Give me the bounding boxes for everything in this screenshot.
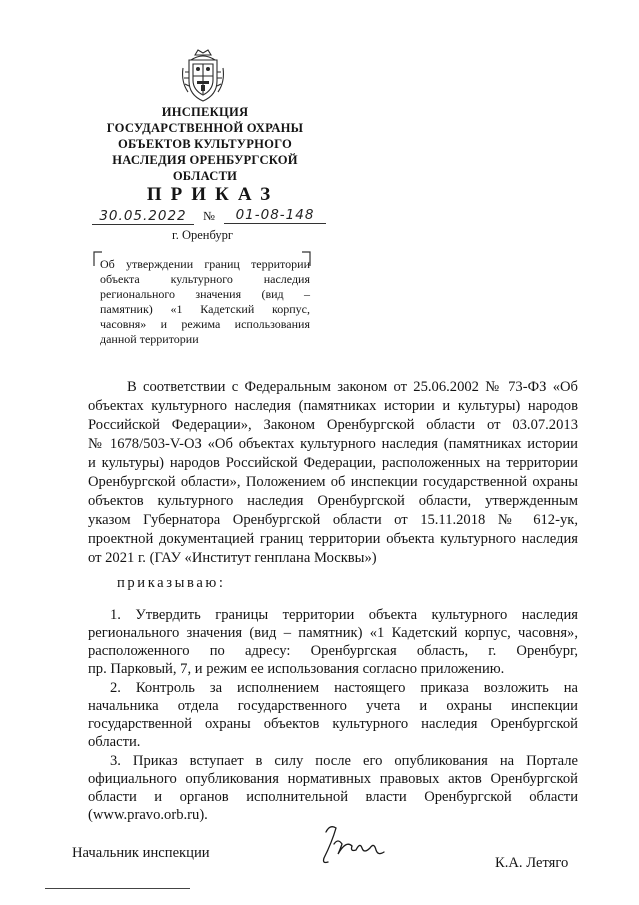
signer-name: К.А. Летяго	[495, 855, 569, 871]
item2-line-3: государственной охраны объектов культурного наследия Оренбургской	[88, 716, 578, 732]
preamble-line-4: № 1678/503-V-ОЗ «Об объектах культурного наследия (памятниках истории	[88, 436, 578, 452]
item2-line-2: начальника отдела государственного учета и охраны инспекции	[88, 698, 578, 714]
coat-of-arms-emblem	[180, 48, 226, 104]
preamble-line-10: от 2021 г. (ГАУ «Институт генплана Москвы»)	[88, 550, 377, 566]
document-number: 01-08-148	[224, 207, 326, 224]
preamble-line-7: объектов культурного наследия Оренбургской области, утвержденным	[88, 493, 578, 509]
handwritten-signature	[316, 820, 396, 868]
document-date: 30.05.2022	[92, 208, 194, 225]
item1-line-2: регионального значения (вид – памятник) «1 Кадетский корпус, часовня»,	[88, 625, 578, 641]
preamble-line-6: Оренбургской области», Положением об инспекции государственной охраны	[88, 474, 578, 490]
preamble-line-3: Российской Федерации», Законом Оренбургской области от 03.07.2013	[88, 417, 578, 433]
subject-line-4: памятник) «1 Кадетский корпус,	[100, 302, 310, 316]
preamble-line-2: объектах культурного наследия (памятниках истории и культуры) народов	[88, 398, 578, 414]
preamble-line-9: проектной документацией границ территории объекта культурного наследия	[88, 531, 578, 547]
org-name-line-5: ОБЛАСТИ	[172, 169, 238, 183]
item3-line-3: области и органов исполнительной власти Оренбургской области	[88, 789, 578, 805]
item3-line-4: (www.pravo.orb.ru).	[88, 807, 208, 823]
item1-line-3: расположенного по адресу: Оренбургская область, г. Оренбург,	[88, 643, 578, 659]
item3-line-1: 3. Приказ вступает в силу после его опубликования на Портале	[110, 753, 578, 769]
item2-line-4: области.	[88, 734, 141, 750]
number-sign: №	[203, 209, 215, 223]
org-name-line-1: ИНСПЕКЦИЯ	[161, 105, 249, 119]
orders-word: приказываю:	[117, 575, 226, 591]
preamble-line-8: указом Губернатора Оренбургской области от 15.11.2018 № 612-ук,	[88, 512, 578, 528]
item1-line-4: пр. Парковый, 7, и режим ее использования согласно приложению.	[88, 661, 505, 677]
preamble-line-1: В соответствии с Федеральным законом от 25.06.2002 № 73-ФЗ «Об	[127, 379, 578, 395]
org-name-line-2: ГОСУДАРСТВЕННОЙ ОХРАНЫ	[106, 121, 304, 135]
subject-line-6: данной территории	[100, 332, 199, 346]
subject-line-5: часовня» и режима использования	[100, 317, 310, 331]
preamble-line-5: и культуры) народов Российской Федерации, расположенных на территории	[88, 455, 578, 471]
document-type-title: ПРИКАЗ	[146, 184, 280, 205]
subject-line-1: Об утверждении границ территории	[100, 257, 310, 271]
signer-position: Начальник инспекции	[72, 845, 210, 861]
item1-line-1: 1. Утвердить границы территории объекта культурного наследия	[110, 607, 578, 623]
subject-line-2: объекта культурного наследия	[100, 272, 310, 286]
org-name-line-3: ОБЪЕКТОВ КУЛЬТУРНОГО	[117, 137, 293, 151]
subject-line-3: регионального значения (вид –	[100, 287, 310, 301]
item2-line-1: 2. Контроль за исполнением настоящего приказа возложить на	[110, 680, 578, 696]
org-name-line-4: НАСЛЕДИЯ ОРЕНБУРГСКОЙ	[112, 153, 298, 167]
footer-divider	[45, 888, 190, 889]
item3-line-2: официального опубликования нормативных правовых актов Оренбургской	[88, 771, 578, 787]
city-label: г. Оренбург	[172, 228, 233, 242]
